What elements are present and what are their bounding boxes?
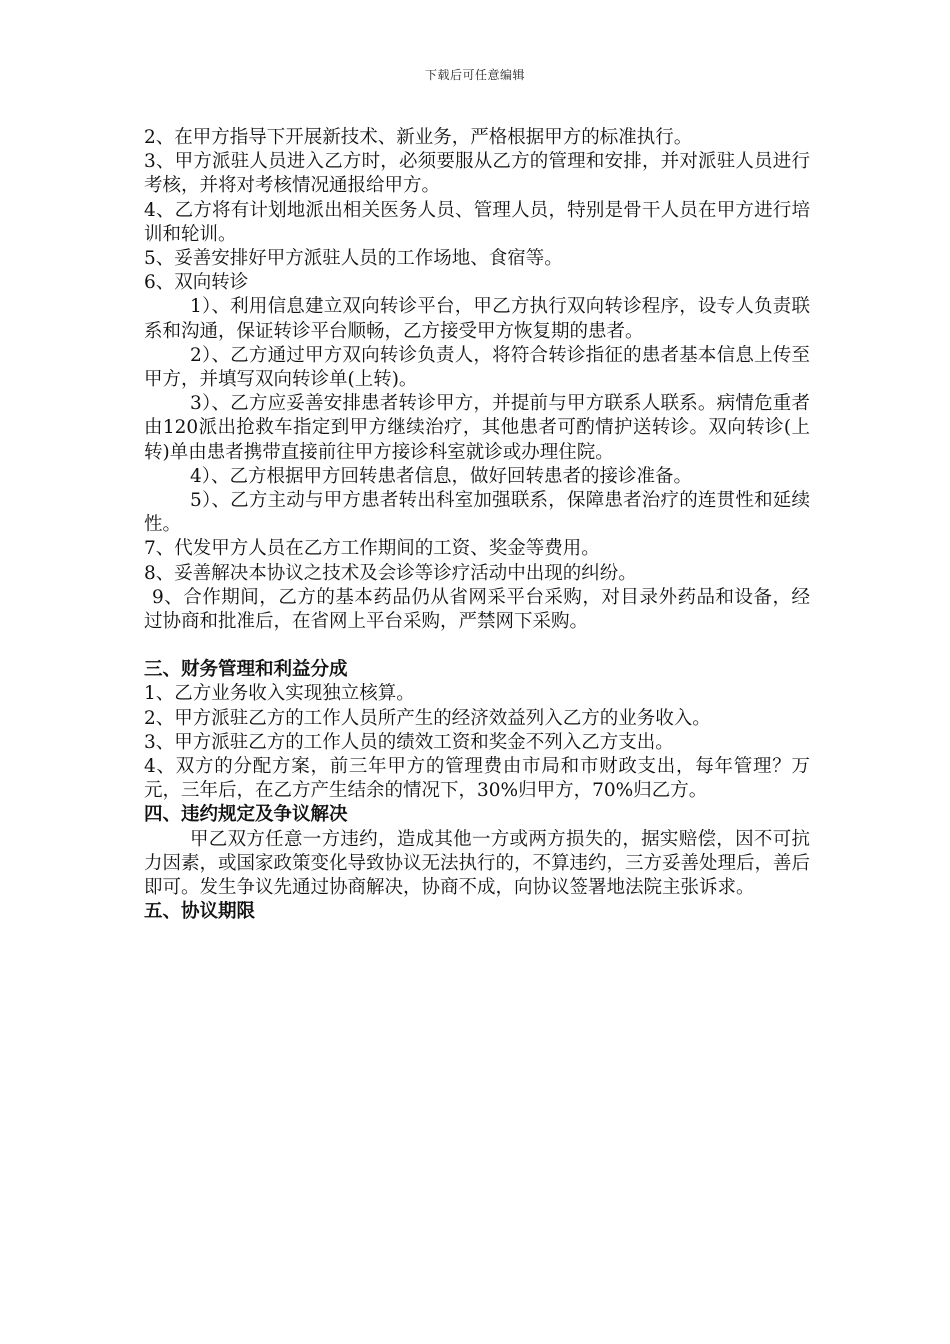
page-header-note: 下载后可任意编辑 — [424, 68, 525, 82]
finance-item-2: 2、甲方派驻乙方的工作人员所产生的经济效益列入乙方的业务收入。 — [144, 707, 711, 729]
referral-item-2: 2）、乙方通过甲方双向转诊负责人，将符合转诊指征的患者基本信息上传至甲方，并填写双向转诊单(上转)。 — [144, 344, 810, 391]
finance-item-1: 1、乙方业务收入实现独立核算。 — [144, 683, 415, 705]
finance-item-3: 3、甲方派驻乙方的工作人员的绩效工资和奖金不列入乙方支出。 — [144, 731, 674, 753]
clause-9: 9、合作期间，乙方的基本药品仍从省网采平台采购，对目录外药品和设备，经过协商和批准后，在省网上平台采购，严禁网下采购。 — [144, 586, 810, 633]
clause-5: 5、妥善安排好甲方派驻人员的工作场地、食宿等。 — [144, 248, 563, 270]
clause-7: 7、代发甲方人员在乙方工作期间的工资、奖金等费用。 — [144, 538, 600, 560]
clause-2: 2、在甲方指导下开展新技术、新业务，严格根据甲方的标准执行。 — [144, 127, 693, 148]
breach-paragraph: 甲乙双方任意一方违约，造成其他一方或两方损失的，据实赔偿，因不可抗力因素，或国家政策变化导致协议无法执行的，不算违约，三方妥善处理后，善后即可。发生争议先通过协商解决，协商不成，向协议签署地法院主张诉求。 — [144, 828, 811, 899]
referral-item-4: 4）、乙方根据甲方回转患者信息，做好回转患者的接诊准备。 — [190, 465, 693, 487]
clause-3: 3、甲方派驻人员进入乙方时，必须要服从乙方的管理和安排，并对派驻人员进行考核，并将对考核情况通报给甲方。 — [144, 151, 810, 197]
clause-8: 8、妥善解决本协议之技术及会诊等诊疗活动中出现的纠纷。 — [144, 562, 637, 584]
section-gap — [144, 634, 810, 658]
section-4-heading: 四、违约规定及争议解决 — [144, 804, 348, 826]
finance-item-4: 4、双方的分配方案，前三年甲方的管理费由市局和市财政支出，每年管理？万元，三年后，在乙方产生结余的情况下，30%归甲方，70%归乙方。 — [144, 756, 810, 802]
referral-item-5: 5）、乙方主动与甲方患者转出科室加强联系，保障患者治疗的连贯性和延续性。 — [144, 490, 810, 536]
document-body — [144, 126, 810, 925]
clause-6-title: 6、双向转诊 — [144, 272, 249, 294]
clause-4: 4、乙方将有计划地派出相关医务人员、管理人员，特别是骨干人员在甲方进行培训和轮训。 — [144, 199, 810, 245]
section-3-heading: 三、财务管理和利益分成 — [144, 659, 348, 681]
referral-item-3: 3）、乙方应妥善安排患者转诊甲方，并提前与甲方联系人联系。病情危重者由120派出抢救车指定到甲方继续治疗，其他患者可酌情护送转诊。双向转诊(上转)单由患者携带直接前往甲方接诊科室就诊或办理住院。 — [144, 393, 810, 463]
section-5-heading: 五、协议期限 — [144, 901, 256, 923]
referral-item-1: 1）、利用信息建立双向转诊平台，甲乙方执行双向转诊程序，设专人负责联系和沟通，保证转诊平台顺畅，乙方接受甲方恢复期的患者。 — [144, 296, 810, 342]
